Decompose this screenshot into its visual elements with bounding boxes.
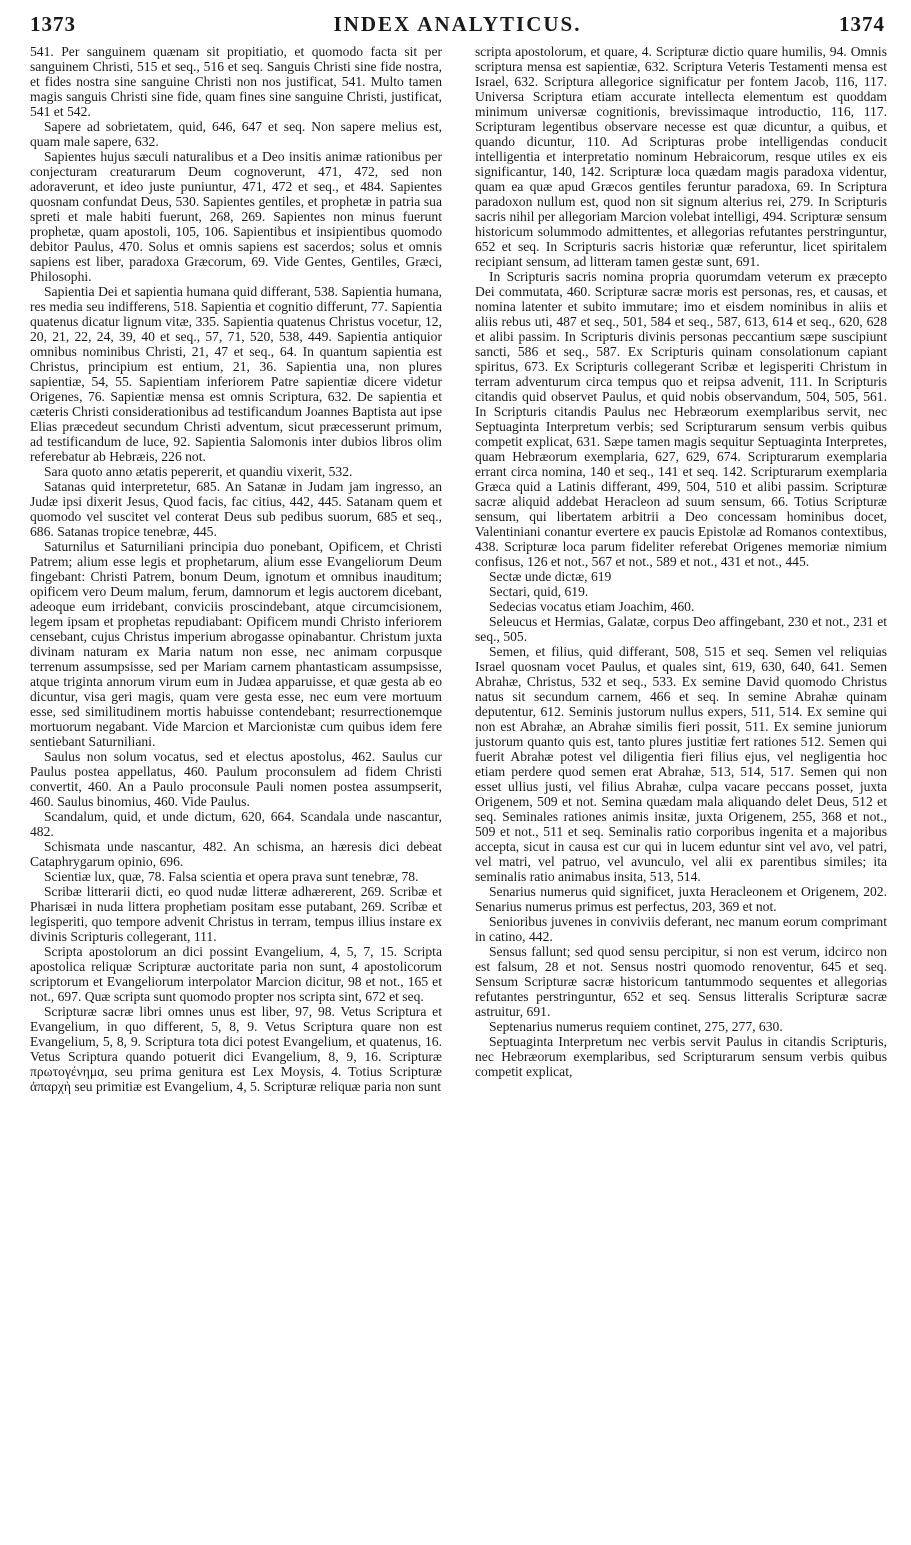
index-entry: Sapere ad sobrietatem, quid, 646, 647 et seq. Non sapere melius est, quam male sapere, 632. (30, 119, 442, 149)
index-entry: Seleucus et Hermias, Galatæ, corpus Deo affingebant, 230 et not., 231 et seq., 505. (475, 614, 887, 644)
index-entry: Scandalum, quid, et unde dictum, 620, 664. Scandala unde nascantur, 482. (30, 809, 442, 839)
index-entry: Scripta apostolorum an dici possint Evangelium, 4, 5, 7, 15. Scripta apostolica reliquæ Scripturæ auctoritate paria non sunt, 4 apostolicorum scriptorum et Evangeliorum interpolator Marcion dicitur, 98 et not., 165 et not., 697. Quæ scripta sunt quomodo propter nos scripta sint, 672 et seq. (30, 944, 442, 1004)
index-entry: Scripturæ sacræ libri omnes unus est liber, 97, 98. Vetus Scriptura et Evangelium, in quo different, 5, 8, 9. Vetus Scriptura quare non est Evangelium, 5, 8, 9. Scriptura tota dici potest Evangelium, et quatenus, 16. Vetus Scriptura quando potuerit dici Evangelium, 8, 9, 16. Scripturæ πρωτογένημα, seu prima genitura est Lex Moysis, 4. Totius Scripturæ ἀπαρχὴ seu primitiæ est Evangelium, 4, 5. Scripturæ reliquæ paria non sunt (30, 1004, 442, 1094)
index-entry: In Scripturis sacris nomina propria quorumdam veterum ex præcepto Dei commutata, 460. Scripturæ sacræ moris est personas, res, et causas, et nomina latenter et subito immutare; imo et eisdem nominibus in aliis et aliis rebus uti, 487 et seq., 501, 584 et seq., 587, 613, 614 et seq., 620, 628 et alibi passim. In Scripturis divinis personas peccantium sæpe suscipiunt sancti, 586 et seq., 587. Ex Scripturis quinam consolationum capiant spiritus, 673. Ex Scripturis collegerant Scribæ et legisperiti Christum in terram adventurum circa tempus quo et reipsa advenit, 111. In Scripturis citandis quid observet Paulus, et quid nobis observandum, 504, 505, 561. In Scripturis citandis Paulus nec Hebræorum exemplaribus servit, nec Septuaginta Interpretum verbis; sed Scripturarum sensum verbis quibus competit explicat, 631. Sæpe tamen magis sequitur Septuaginta Interpretes, quam Hebræorum exemplaria, 627, 629, 674. Scripturarum exemplaria errant circa nomina, 140 et seq., 141 et seq. 142. Scripturarum exemplaria Græca quid a Latinis differant, 499, 504, 510 et alibi passim. Scripturæ sacræ aliquid addebat Heracleon ad suum sensum, 66. Totius Scripturæ sensum, qui libertatem arbitrii a Deo concessam hominibus docet, Valentiniani conantur evertere ex paucis Epistolæ ad Romanos contextibus, 438. Scripturæ loca parum fideliter referebat Origenes memoriæ nimium confisus, 126 et not., 567 et not., 589 et not., 431 et not., 445. (475, 269, 887, 569)
page-number-right: 1374 (839, 12, 885, 36)
index-entry: Senarius numerus quid significet, juxta Heracleonem et Origenem, 202. Senarius numerus primus est perfectus, 203, 369 et not. (475, 884, 887, 914)
index-entry: Sapientia Dei et sapientia humana quid differant, 538. Sapientia humana, res media seu indifferens, 518. Sapientia et cognitio differunt, 77. Sapientia quatenus dicatur lignum vitæ, 335. Sapientia quatenus Christus vocetur, 12, 20, 21, 22, 24, 39, 40 et seq., 57, 71, 520, 538, 449. Sapientia antiquior omnibus nominibus Christi, 21, 47 et seq., 64. In quantum sapientia est Christus, principium est entium, 21, 36. Sapientia una, non plures sapientiæ, 54, 55. Sapientiam inferiorem Patre sapientiæ dicere videtur Origenes, 76. Sapientiæ mensa est omnis Scriptura, 632. De sapientia et cæteris Christi considerationibus ad testificandum Joannes Baptista aut ipse Elias præcedeut secundum Christi adventum, sicut præcesserunt primum, ad testificandum de luce, 92. Sapientia Salomonis inter dubios libros olim referebatur ab Hebræis, 226 not. (30, 284, 442, 464)
index-entry: Sedecias vocatus etiam Joachim, 460. (489, 599, 695, 614)
index-entry: Semen, et filius, quid differant, 508, 515 et seq. Semen vel reliquias Israel quosnam vocet Paulus, et quales sint, 619, 630, 640, 641. Semen Abrahæ, Christus, 532 et seq., 533. Ex semine David quomodo Christus natus sit secundum carnem, 466 et seq. In semine Abrahæ quinam deputentur, 612. Seminis justorum nullus expers, 511, 514. Ex semine qui non est Abrahæ, an Abrahæ similis fieri possit, 511. Ex semine juniorum justorum quanto quis est, tanto plures justitiæ fert rationes 512. Semen qui fuerit Abrahæ potest vel diligentia fieri filius ejus, vel negligentia hoc etiam perdere quod semen erat Abrahæ, 513, 514, 517. Semen qui non esset ullius justi, vel filius Abrahæ, culpa vacare peccans posset, juxta Origenem, 509 et not. Semina quædam mala aliquando delet Deus, 512 et seq. Seminales rationes animis insitæ, juxta Origenem, 255, 368 et not., 509 et not., 511 et seq. Seminalis ratio corporibus ingenita et a majoribus accepta, sicut in causa est cur qui in lucem eduntur sint vel avo, vel patri, vel matri, vel patruo, vel avunculo, vel alii ex parentibus similes; ita seminalis ratio animabus insita, 513, 514. (475, 644, 887, 884)
index-entry: Sectari, quid, 619. (489, 584, 589, 599)
index-entry: Scribæ litterarii dicti, eo quod nudæ litteræ adhærerent, 269. Scribæ et Pharisæi in nuda littera prophetiam positam esse putabant, 269. Scribæ et legisperiti, quo tempore advenit Christus in terram, tempus illius instare ex divinis Scripturis collegerant, 111. (30, 884, 442, 944)
index-entry: Senioribus juvenes in conviviis deferant, nec manum eorum comprimant in catino, 442. (475, 914, 887, 944)
index-entry: scripta apostolorum, et quare, 4. Scripturæ dictio quare humilis, 94. Omnis scriptura mensa est sapientiæ, 632. Scriptura Veteris Testamenti mensa est Israel, 632. Scriptura allegorice significatur per fontem Jacob, 116, 117. Universa Scriptura etiam accurate intellecta elementum est quoddam minimum universæ cognitionis, brevissimaque introductio, 116, 117. Scripturam legentibus observare necesse est quæ dicuntur, a quibus, et quando dicuntur, 110. Ad Scripturas probe intelligendas conducit intelligentia et interpretatio nominum Hebraicorum, resque utiles ex eis significantur, 140, 142. Scripturæ loca quædam magis paradoxa videntur, quam ea quæ apud Græcos gentiles feruntur paradoxa, 69. In Scriptura paradoxon nullum est, quod non sit signum alterius rei, 279. In Scripturis sacris nihil per allegoriam Marcion volebat intelligi, 494. Scripturæ sensum historicum solummodo admittentes, et allegorias refutantes perstringuntur, 652 et seq. In Scripturis sacris historiæ quæ referuntur, licet spiritalem recipiant sensum, ad litteram tamen gestæ sunt, 691. (475, 44, 887, 269)
left-column (30, 44, 442, 1534)
index-entry: Sapientes hujus sæculi naturalibus et a Deo insitis animæ rationibus per conjecturam creaturarum Deum cognoverunt, 471, 472, sed non adoraverunt, et ideo juste puniuntur, 471, 472 et seq., et 484. Sapientes quosnam confundat Deus, 530. Sapientes gentiles, et prophetæ in patria sua spreti et male habiti fuerunt, 268, 269. Sapientes non minus fuerunt prophetæ, quam apostoli, 105, 106. Sapientibus et insipientibus quomodo debitor Paulus, 470. Solus et omnis sapiens est sacerdos; solus et omnis sapiens est liber, paradoxa Græcorum, 69. Vide Gentes, Gentiles, Græci, Philosophi. (30, 149, 442, 284)
page-number-left: 1373 (30, 12, 76, 36)
index-entry: Septenarius numerus requiem continet, 275, 277, 630. (489, 1019, 783, 1034)
page-header (30, 12, 885, 38)
index-entry: Saturnilus et Saturniliani principia duo ponebant, Opificem, et Christi Patrem; alium esse legis et prophetarum, alium esse Evangeliorum Deum fingebant: Christi Patrem, bonum Deum, ignotum et omnibus inauditum; opificem vero Deum malum, ferum, damnorum et legis auctorem dicebant, adeoque eum irridebant, conviciis proscindebant, atque circumcisionem, legem ipsam et prophetas repudiabant: Opificem mundi Christo inferiorem censebant, cujus Christus imperium abrogasse opinabantur. Christum juxta divinam naturam ex Maria natum non esse, nec animam corpusque terrenum assumpsisse, sed per Mariam carnem phantasticam assumpsisse, atque triginta annorum virum eum in Judæa apparuisse, et quæ gesta ab eo dicuntur, visa geri magis, quam vere gesta esse, nec eum vere mortuum esse, sed similitudinem mortis habuisse contendebant; resurrectionemque mortuorum negabant. Vide Marcion et Marcionistæ cum quibus idem fere sentiebant Saturniliani. (30, 539, 442, 749)
index-entry: Sara quoto anno ætatis pepererit, et quandiu vixerit, 532. (44, 464, 353, 479)
index-entry: Sectæ unde dictæ, 619 (489, 569, 612, 584)
index-entry: Scientiæ lux, quæ, 78. Falsa scientia et opera prava sunt tenebræ, 78. (44, 869, 419, 884)
right-column (475, 44, 887, 1534)
index-entry: 541. Per sanguinem quænam sit propitiatio, et quomodo facta sit per sanguinem Christi, 515 et seq., 516 et seq. Sanguis Christi sine fide nostra, et fides nostra sine sanguine Christi non nos justificat, 541. Multo tamen magis sanguis Christi sine fide, quam fines sine sanguine Christi, justificat, 541 et 542. (30, 44, 442, 119)
index-entry: Satanas quid interpretetur, 685. An Satanæ in Judam jam ingresso, an Judæ ipsi dixerit Jesus, Quod facis, fac citius, 442, 445. Satanam quem et quomodo vel suscitet vel conterat Deus sub pedibus suorum, 685 et seq., 686. Satanas tropice tenebræ, 445. (30, 479, 442, 539)
index-entry: Sensus fallunt; sed quod sensu percipitur, si non est verum, idcirco non est falsum, 28 et not. Sensus nostri quomodo renoventur, 645 et seq. Sensum Scripturæ sacræ historicum tantummodo sequentes et allegorias refutantes perstringuntur, 652 et seq. Sensus litteralis Scripturæ sacræ astruitur, 691. (475, 944, 887, 1019)
index-entry: Schismata unde nascantur, 482. An schisma, an hæresis dici debeat Cataphrygarum opinio, 696. (30, 839, 442, 869)
index-entry: Saulus non solum vocatus, sed et electus apostolus, 462. Saulus cur Paulus postea appellatus, 460. Paulum proconsulem ad fidem Christi convertit, 460. An a Paulo proconsule Pauli nomen postea assumpserit, 460. Saulus binomius, 460. Vide Paulus. (30, 749, 442, 809)
index-entry: Septuaginta Interpretum nec verbis servit Paulus in citandis Scripturis, nec Hebræorum exemplaribus, sed Scripturarum sensum verbis quibus competit explicat, (475, 1034, 887, 1079)
running-title: INDEX ANALYTICUS. (333, 12, 582, 36)
